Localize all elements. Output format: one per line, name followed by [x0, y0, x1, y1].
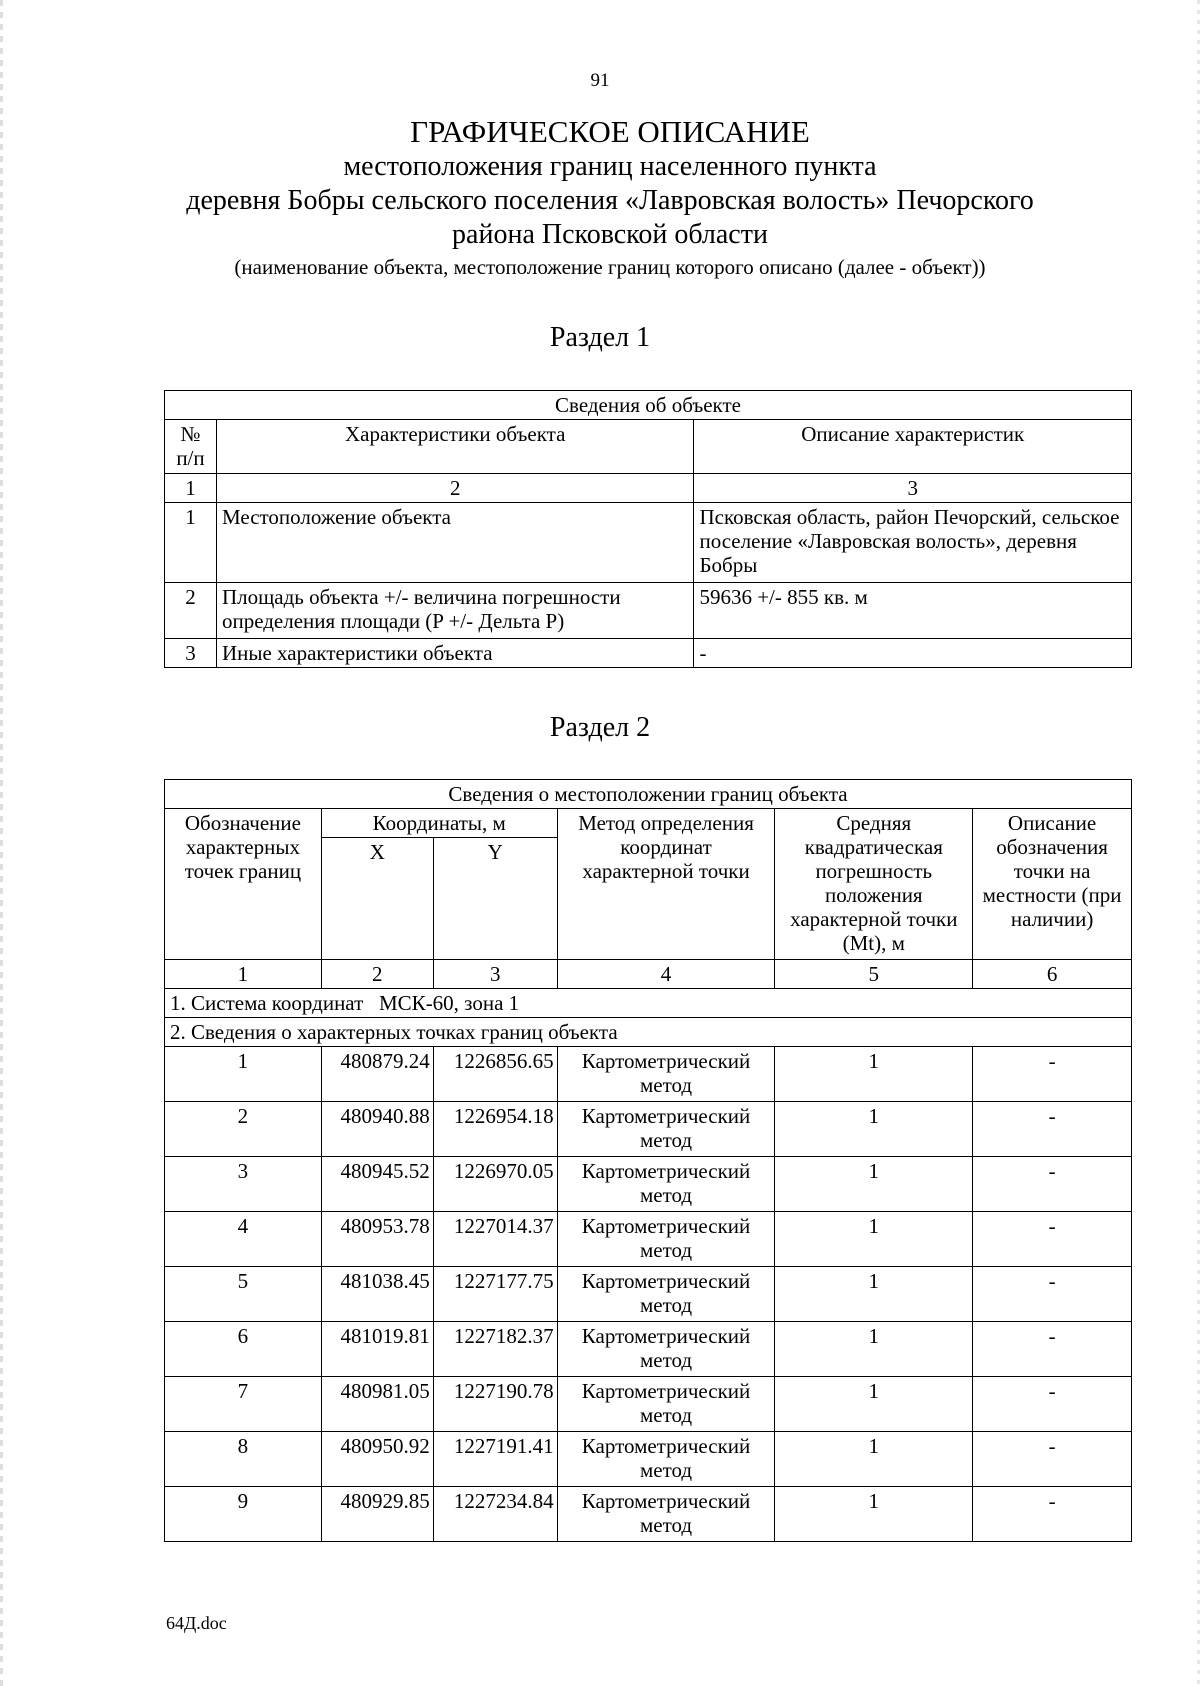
- point-mt: 1: [775, 1377, 973, 1432]
- file-name: 64Д.doc: [166, 1613, 227, 1633]
- object-info-table: [164, 390, 1132, 668]
- point-method: Картометрический метод: [557, 1322, 775, 1377]
- boundary-points-table: [164, 779, 1132, 1542]
- section-1-title: Раздел 1: [549, 322, 651, 353]
- header-line-2: деревня Бобры сельского поселения «Лавровская волость» Печорского: [186, 185, 1034, 216]
- col-number: 3: [694, 474, 1132, 503]
- point-mt: 1: [775, 1432, 973, 1487]
- table-row: [165, 1102, 1132, 1157]
- table-row: [165, 639, 1132, 668]
- header-x: X: [321, 838, 433, 960]
- point-y: 1227014.37: [433, 1212, 557, 1267]
- points-caption: 2. Сведения о характерных точках границ объекта: [165, 1018, 1132, 1047]
- header-method: Метод определения координат характерной точки: [557, 809, 775, 960]
- header-line-3: района Псковской области: [452, 219, 768, 250]
- coord-system: 1. Система координат МСК-60, зона 1: [165, 989, 1132, 1018]
- point-id: 5: [165, 1267, 322, 1322]
- table-row: [165, 1212, 1132, 1267]
- point-desc: -: [973, 1047, 1132, 1102]
- point-mt: 1: [775, 1047, 973, 1102]
- point-id: 1: [165, 1047, 322, 1102]
- header-y: Y: [433, 838, 557, 960]
- point-x: 480879.24: [321, 1047, 433, 1102]
- point-x: 480950.92: [321, 1432, 433, 1487]
- row-num: 1: [165, 503, 217, 583]
- header-description: Описание характеристик: [694, 420, 1132, 474]
- header-coords: Координаты, м: [321, 809, 557, 838]
- point-x: 480945.52: [321, 1157, 433, 1212]
- point-y: 1226856.65: [433, 1047, 557, 1102]
- scan-edge-left: [0, 0, 3, 1686]
- point-y: 1227182.37: [433, 1322, 557, 1377]
- point-y: 1227234.84: [433, 1487, 557, 1542]
- point-method: Картометрический метод: [557, 1377, 775, 1432]
- point-id: 9: [165, 1487, 322, 1542]
- row-characteristic: Площадь объекта +/- величина погрешности определения площади (P +/- Дельта P): [216, 583, 694, 639]
- point-y: 1226970.05: [433, 1157, 557, 1212]
- table-row: [165, 583, 1132, 639]
- point-desc: -: [973, 1102, 1132, 1157]
- table-row: [165, 1487, 1132, 1542]
- point-method: Картометрический метод: [557, 1047, 775, 1102]
- point-x: 481038.45: [321, 1267, 433, 1322]
- header-description: Описание обозначения точки на местности (при наличии): [973, 809, 1132, 960]
- point-y: 1227191.41: [433, 1432, 557, 1487]
- point-id: 3: [165, 1157, 322, 1212]
- point-id: 6: [165, 1322, 322, 1377]
- point-id: 4: [165, 1212, 322, 1267]
- header-error: Средняя квадратическая погрешность положения характерной точки (Mt), м: [775, 809, 973, 960]
- point-mt: 1: [775, 1157, 973, 1212]
- row-characteristic: Иные характеристики объекта: [216, 639, 694, 668]
- point-y: 1227190.78: [433, 1377, 557, 1432]
- point-method: Картометрический метод: [557, 1102, 775, 1157]
- point-id: 7: [165, 1377, 322, 1432]
- point-y: 1227177.75: [433, 1267, 557, 1322]
- col-number: 5: [775, 960, 973, 989]
- point-id: 2: [165, 1102, 322, 1157]
- point-y: 1226954.18: [433, 1102, 557, 1157]
- row-description: Псковская область, район Печорский, сельское поселение «Лавровская волость», деревня Бобры: [694, 503, 1132, 583]
- point-method: Картометрический метод: [557, 1487, 775, 1542]
- col-number: 3: [433, 960, 557, 989]
- point-x: 480953.78: [321, 1212, 433, 1267]
- document-header: [60, 114, 1160, 280]
- point-mt: 1: [775, 1267, 973, 1322]
- table-row: [165, 1322, 1132, 1377]
- header-line-1: местоположения границ населенного пункта: [343, 151, 877, 182]
- document-title: ГРАФИЧЕСКОЕ ОПИСАНИЕ: [410, 114, 810, 149]
- header-point: Обозначение характерных точек границ: [165, 809, 322, 960]
- row-num: 2: [165, 583, 217, 639]
- point-desc: -: [973, 1487, 1132, 1542]
- point-mt: 1: [775, 1322, 973, 1377]
- row-num: 3: [165, 639, 217, 668]
- point-method: Картометрический метод: [557, 1157, 775, 1212]
- point-desc: -: [973, 1267, 1132, 1322]
- point-desc: -: [973, 1377, 1132, 1432]
- point-desc: -: [973, 1157, 1132, 1212]
- boundary-caption: Сведения о местоположении границ объекта: [165, 780, 1132, 809]
- row-characteristic: Местоположение объекта: [216, 503, 694, 583]
- point-x: 481019.81: [321, 1322, 433, 1377]
- col-number: 1: [165, 960, 322, 989]
- point-x: 480929.85: [321, 1487, 433, 1542]
- point-method: Картометрический метод: [557, 1432, 775, 1487]
- point-mt: 1: [775, 1487, 973, 1542]
- table-row: [165, 1047, 1132, 1102]
- point-desc: -: [973, 1432, 1132, 1487]
- col-number: 1: [165, 474, 217, 503]
- table-row: [165, 1432, 1132, 1487]
- header-num: № п/п: [165, 420, 217, 474]
- header-characteristic: Характеристики объекта: [216, 420, 694, 474]
- section-2-title: Раздел 2: [549, 712, 651, 743]
- table-row: [165, 1157, 1132, 1212]
- header-note: (наименование объекта, местоположение границ которого описано (далее - объект)): [234, 255, 986, 279]
- col-number: 2: [321, 960, 433, 989]
- table-row: [165, 1377, 1132, 1432]
- point-x: 480940.88: [321, 1102, 433, 1157]
- point-x: 480981.05: [321, 1377, 433, 1432]
- point-method: Картометрический метод: [557, 1212, 775, 1267]
- row-description: 59636 +/- 855 кв. м: [694, 583, 1132, 639]
- col-number: 2: [216, 474, 694, 503]
- col-number: 4: [557, 960, 775, 989]
- point-mt: 1: [775, 1102, 973, 1157]
- point-method: Картометрический метод: [557, 1267, 775, 1322]
- point-mt: 1: [775, 1212, 973, 1267]
- table-row: [165, 1267, 1132, 1322]
- points-body: [165, 1047, 1132, 1542]
- table-row: [165, 503, 1132, 583]
- object-info-caption: Сведения об объекте: [165, 391, 1132, 420]
- page-number: 91: [590, 70, 610, 91]
- point-desc: -: [973, 1322, 1132, 1377]
- point-id: 8: [165, 1432, 322, 1487]
- point-desc: -: [973, 1212, 1132, 1267]
- col-number: 6: [973, 960, 1132, 989]
- row-description: -: [694, 639, 1132, 668]
